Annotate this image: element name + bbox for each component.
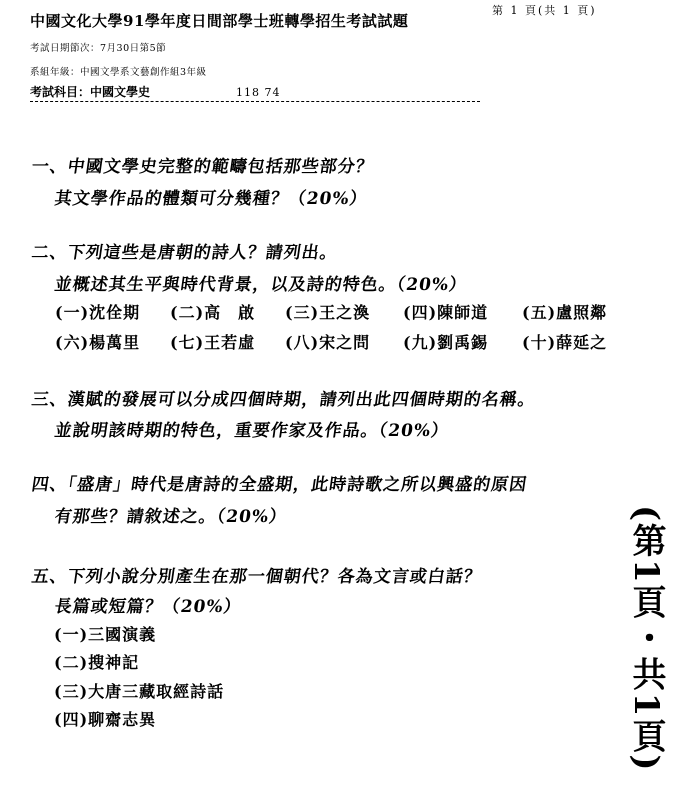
- handwritten-page-note: (第1頁・共1頁): [626, 505, 666, 773]
- q2-option: (八)宋之問: [285, 333, 371, 352]
- q2-option: (二)高 啟: [170, 303, 256, 322]
- page-number-mark: 第 1 頁(共 1 頁): [492, 4, 597, 17]
- exam-date: 考試日期節次：7月30日第5節: [30, 43, 167, 54]
- q2-option: (六)楊萬里: [55, 333, 141, 352]
- q2-option: (四)陳師道: [403, 303, 489, 322]
- q2-option: (七)王若虛: [170, 333, 256, 352]
- question-4-line-2: 有那些？請敘述之。（20%）: [53, 507, 289, 527]
- q2-option: (五)盧照鄰: [522, 303, 608, 322]
- q2-option: (九)劉禹錫: [403, 333, 489, 352]
- question-2-line-1: 二、下列這些是唐朝的詩人？請列出。: [30, 243, 340, 263]
- q2-option: (三)王之渙: [285, 303, 371, 322]
- q5-option: (四)聊齋志異: [54, 710, 157, 729]
- question-5-line-1: 五、下列小說分別產生在那一個朝代？各為文言或白話？: [30, 567, 484, 587]
- question-3-line-1: 三、漢賦的發展可以分成四個時期，請列出此四個時期的名稱。: [30, 390, 538, 410]
- question-1-line-2: 其文學作品的體類可分幾種？（20%）: [53, 189, 369, 209]
- question-3-line-2: 並說明該時期的特色，重要作家及作品。（20%）: [53, 421, 451, 441]
- question-4-line-1: 四、「盛唐」時代是唐詩的全盛期，此時詩歌之所以興盛的原因: [30, 475, 529, 495]
- question-5-line-2: 長篇或短篇？（20%）: [53, 597, 243, 617]
- subject-code: 118 74: [236, 86, 281, 99]
- header-divider: [30, 101, 480, 102]
- q5-option: (一)三國演義: [54, 625, 157, 644]
- department-line: 系組年級：中國文學系文藝創作組3年級: [30, 67, 207, 78]
- q5-option: (三)大唐三藏取經詩話: [54, 682, 225, 701]
- q5-option: (二)搜神記: [54, 653, 140, 672]
- question-2-line-2: 並概述其生平與時代背景，以及詩的特色。（20%）: [53, 275, 469, 295]
- q2-option: (十)薛延之: [522, 333, 608, 352]
- exam-title: 中國文化大學91學年度日間部學士班轉學招生考試試題: [30, 12, 409, 30]
- subject-line: [30, 83, 281, 100]
- subject-label: 考試科目：中國文學史: [30, 85, 151, 99]
- question-1-line-1: 一、中國文學史完整的範疇包括那些部分？: [30, 157, 376, 177]
- q2-option: (一)沈佺期: [55, 303, 141, 322]
